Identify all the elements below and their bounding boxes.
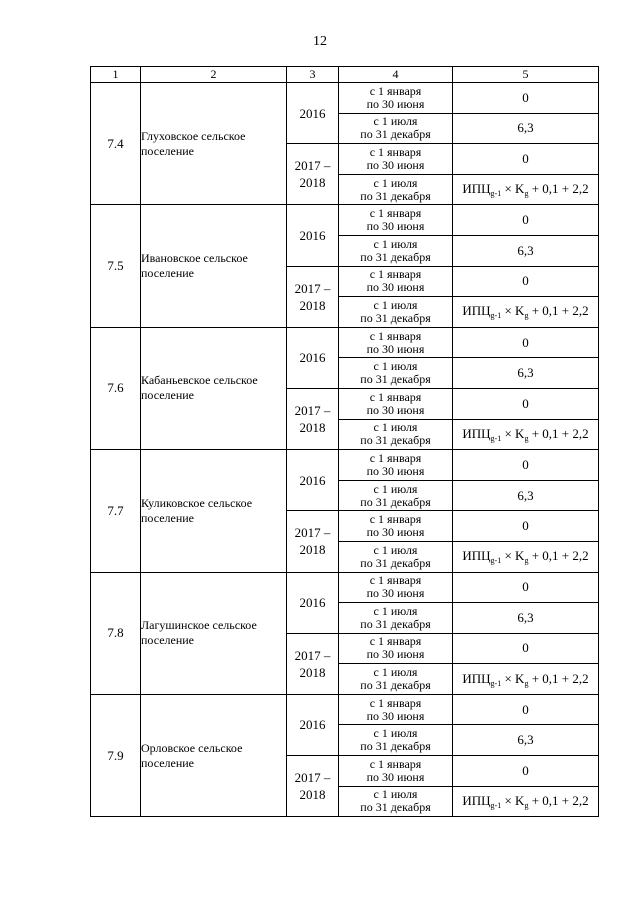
period-start: с 1 июля xyxy=(373,726,418,741)
period-start: с 1 января xyxy=(369,756,422,771)
formula-cell xyxy=(453,297,599,328)
period-cell xyxy=(339,83,453,114)
period-cell xyxy=(339,327,453,358)
row-number: 7.6 xyxy=(91,327,141,449)
period-start: с 1 июля xyxy=(373,297,418,312)
table-row xyxy=(91,327,599,358)
period-start: с 1 июля xyxy=(373,787,418,802)
formula-base: ИПЦ xyxy=(462,670,491,686)
header-cell-3: 3 xyxy=(287,67,339,83)
year-cell: 2016 xyxy=(287,450,339,511)
header-cell-1: 1 xyxy=(91,67,141,83)
period-end: по 31 декабря xyxy=(360,249,431,264)
period-end: по 31 декабря xyxy=(360,555,431,570)
table-body xyxy=(91,67,599,817)
period-start: с 1 июля xyxy=(373,114,418,129)
year-cell: 2016 xyxy=(287,205,339,266)
period-start: с 1 июля xyxy=(373,542,418,557)
period-end: по 30 июня xyxy=(366,463,425,478)
rate-value: 0 xyxy=(453,756,599,787)
settlement-name: Куликовское сельское поселение xyxy=(141,450,287,572)
header-cell-4: 4 xyxy=(339,67,453,83)
period-start: с 1 июля xyxy=(373,481,418,496)
formula-tail: + 0,1 + 2,2 xyxy=(528,303,589,319)
row-number: 7.8 xyxy=(91,572,141,694)
year-cell: 2016 xyxy=(287,83,339,144)
formula-base: ИПЦ xyxy=(462,425,491,441)
formula-base-subscript: g-1 xyxy=(490,311,502,321)
period-cell xyxy=(339,725,453,756)
period-end: по 30 июня xyxy=(366,769,425,784)
tariff-formula xyxy=(462,426,588,441)
year-range-end: 2018 xyxy=(299,664,326,680)
year-range-start: 2017 – xyxy=(294,770,331,786)
settlement-name: Кабаньевское сельское поселение xyxy=(141,327,287,449)
rate-value: 0 xyxy=(453,83,599,114)
header-cell-2: 2 xyxy=(141,67,287,83)
formula-tail: + 0,1 + 2,2 xyxy=(528,181,589,197)
row-number: 7.4 xyxy=(91,83,141,205)
period-start: с 1 января xyxy=(369,389,422,404)
year-range-start: 2017 – xyxy=(294,280,331,296)
period-end: по 31 декабря xyxy=(360,188,431,203)
year-cell xyxy=(287,388,339,449)
formula-base-subscript: g-1 xyxy=(490,189,502,199)
formula-base-subscript: g-1 xyxy=(490,556,502,566)
settlement-name: Глуховское сельское поселение xyxy=(141,83,287,205)
period-start: с 1 июля xyxy=(373,420,418,435)
formula-base-subscript: g-1 xyxy=(490,433,502,443)
period-start: с 1 января xyxy=(369,328,422,343)
header-cell-5: 5 xyxy=(453,67,599,83)
row-number: 7.7 xyxy=(91,450,141,572)
year-range-end: 2018 xyxy=(299,787,326,803)
formula-cell xyxy=(453,174,599,205)
period-end: по 31 декабря xyxy=(360,739,431,754)
year-cell xyxy=(287,266,339,327)
formula-tail: + 0,1 + 2,2 xyxy=(528,670,589,686)
period-start: с 1 января xyxy=(369,695,422,710)
year-range-end: 2018 xyxy=(299,297,326,313)
rate-value: 6,3 xyxy=(453,358,599,389)
period-cell xyxy=(339,603,453,634)
formula-multiplier: × K xyxy=(501,670,525,686)
table-row xyxy=(91,450,599,481)
tariff-formula xyxy=(462,303,589,321)
period-start: с 1 июля xyxy=(373,603,418,618)
formula-tail: + 0,1 + 2,2 xyxy=(528,425,589,441)
period-cell xyxy=(339,541,453,572)
period-end: по 30 июня xyxy=(366,280,425,295)
period-end: по 31 декабря xyxy=(360,433,431,448)
period-cell xyxy=(339,664,453,695)
period-start: с 1 января xyxy=(369,450,422,465)
period-end: по 31 декабря xyxy=(360,678,431,693)
settlement-name: Ивановское сельское поселение xyxy=(141,205,287,327)
year-cell xyxy=(287,511,339,572)
period-start: с 1 июля xyxy=(373,665,418,680)
period-cell xyxy=(339,205,453,236)
formula-base: ИПЦ xyxy=(462,303,491,319)
period-end: по 30 июня xyxy=(366,219,425,234)
rate-value: 0 xyxy=(453,511,599,542)
settlement-name: Орловское сельское поселение xyxy=(141,694,287,816)
tariff-formula xyxy=(462,793,588,808)
period-cell xyxy=(339,480,453,511)
formula-cell xyxy=(453,664,599,695)
period-start: с 1 января xyxy=(369,206,422,221)
period-end: по 31 декабря xyxy=(360,800,431,815)
year-cell xyxy=(287,756,339,817)
formula-multiplier: × K xyxy=(501,792,525,808)
rate-value: 6,3 xyxy=(453,235,599,266)
formula-base: ИПЦ xyxy=(462,792,491,808)
year-range-start: 2017 – xyxy=(294,525,331,541)
year-range-start: 2017 – xyxy=(294,158,331,174)
period-end: по 31 декабря xyxy=(360,310,431,325)
period-cell xyxy=(339,388,453,419)
period-cell xyxy=(339,297,453,328)
formula-multiplier: × K xyxy=(501,548,525,564)
table-row xyxy=(91,83,599,114)
formula-multiplier: × K xyxy=(501,303,525,319)
rate-value: 6,3 xyxy=(453,480,599,511)
period-end: по 30 июня xyxy=(366,708,425,723)
period-cell xyxy=(339,511,453,542)
formula-base: ИПЦ xyxy=(462,548,491,564)
formula-tail: + 0,1 + 2,2 xyxy=(528,792,589,808)
period-end: по 30 июня xyxy=(366,525,425,540)
period-end: по 30 июня xyxy=(366,341,425,356)
rate-value: 0 xyxy=(453,266,599,297)
tariff-formula xyxy=(462,181,589,199)
period-cell xyxy=(339,235,453,266)
year-range-end: 2018 xyxy=(299,542,326,558)
period-cell xyxy=(339,633,453,664)
period-start: с 1 июля xyxy=(373,236,418,251)
period-start: с 1 июля xyxy=(373,175,418,190)
period-start: с 1 января xyxy=(369,144,422,159)
formula-cell xyxy=(453,541,599,572)
formula-cell xyxy=(453,786,599,817)
settlement-name: Лагушинское сельское поселение xyxy=(141,572,287,694)
table-row xyxy=(91,694,599,725)
year-cell: 2016 xyxy=(287,572,339,633)
rate-value: 0 xyxy=(453,450,599,481)
period-start: с 1 января xyxy=(369,634,422,649)
period-cell xyxy=(339,266,453,297)
year-range-end: 2018 xyxy=(299,420,326,436)
formula-multiplier-subscript: g xyxy=(524,433,529,443)
period-end: по 31 декабря xyxy=(360,616,431,631)
period-start: с 1 января xyxy=(369,267,422,282)
year-range-start: 2017 – xyxy=(294,647,331,663)
year-cell: 2016 xyxy=(287,327,339,388)
rate-value: 0 xyxy=(453,144,599,175)
tariff-formula xyxy=(462,548,589,566)
period-end: по 31 декабря xyxy=(360,494,431,509)
period-cell xyxy=(339,572,453,603)
period-cell xyxy=(339,419,453,450)
year-cell: 2016 xyxy=(287,694,339,755)
formula-multiplier-subscript: g xyxy=(524,678,529,688)
formula-multiplier-subscript: g xyxy=(524,311,529,321)
rate-value: 6,3 xyxy=(453,113,599,144)
period-cell xyxy=(339,450,453,481)
period-cell xyxy=(339,756,453,787)
formula-base: ИПЦ xyxy=(462,181,491,197)
rate-value: 0 xyxy=(453,572,599,603)
period-cell xyxy=(339,144,453,175)
rate-value: 0 xyxy=(453,205,599,236)
row-number: 7.9 xyxy=(91,694,141,816)
period-cell xyxy=(339,113,453,144)
rate-value: 0 xyxy=(453,694,599,725)
period-end: по 30 июня xyxy=(366,96,425,111)
year-cell xyxy=(287,144,339,205)
formula-base-subscript: g-1 xyxy=(490,678,502,688)
page-number: 12 xyxy=(313,34,327,49)
tariff-table xyxy=(90,66,599,817)
formula-multiplier: × K xyxy=(501,425,525,441)
table-row xyxy=(91,572,599,603)
year-range-start: 2017 – xyxy=(294,403,331,419)
formula-multiplier-subscript: g xyxy=(524,556,529,566)
formula-tail: + 0,1 + 2,2 xyxy=(528,548,589,564)
period-end: по 30 июня xyxy=(366,647,425,662)
year-range-end: 2018 xyxy=(299,175,326,191)
rate-value: 6,3 xyxy=(453,725,599,756)
period-end: по 30 июня xyxy=(366,157,425,172)
period-cell xyxy=(339,694,453,725)
formula-cell xyxy=(453,419,599,450)
table-row xyxy=(91,205,599,236)
row-number: 7.5 xyxy=(91,205,141,327)
period-end: по 30 июня xyxy=(366,586,425,601)
header-row xyxy=(91,67,599,83)
formula-multiplier-subscript: g xyxy=(524,189,529,199)
period-end: по 31 декабря xyxy=(360,372,431,387)
period-cell xyxy=(339,174,453,205)
period-cell xyxy=(339,358,453,389)
period-start: с 1 января xyxy=(369,512,422,527)
period-end: по 31 декабря xyxy=(360,127,431,142)
formula-base-subscript: g-1 xyxy=(490,800,502,810)
period-end: по 30 июня xyxy=(366,402,425,417)
tariff-formula xyxy=(462,671,588,686)
rate-value: 0 xyxy=(453,633,599,664)
formula-multiplier: × K xyxy=(501,181,525,197)
rate-value: 6,3 xyxy=(453,603,599,634)
formula-multiplier-subscript: g xyxy=(524,800,529,810)
period-start: с 1 июля xyxy=(373,359,418,374)
rate-value: 0 xyxy=(453,388,599,419)
year-cell xyxy=(287,633,339,694)
period-cell xyxy=(339,786,453,817)
period-start: с 1 января xyxy=(369,573,422,588)
rate-value: 0 xyxy=(453,327,599,358)
period-start: с 1 января xyxy=(369,83,422,98)
